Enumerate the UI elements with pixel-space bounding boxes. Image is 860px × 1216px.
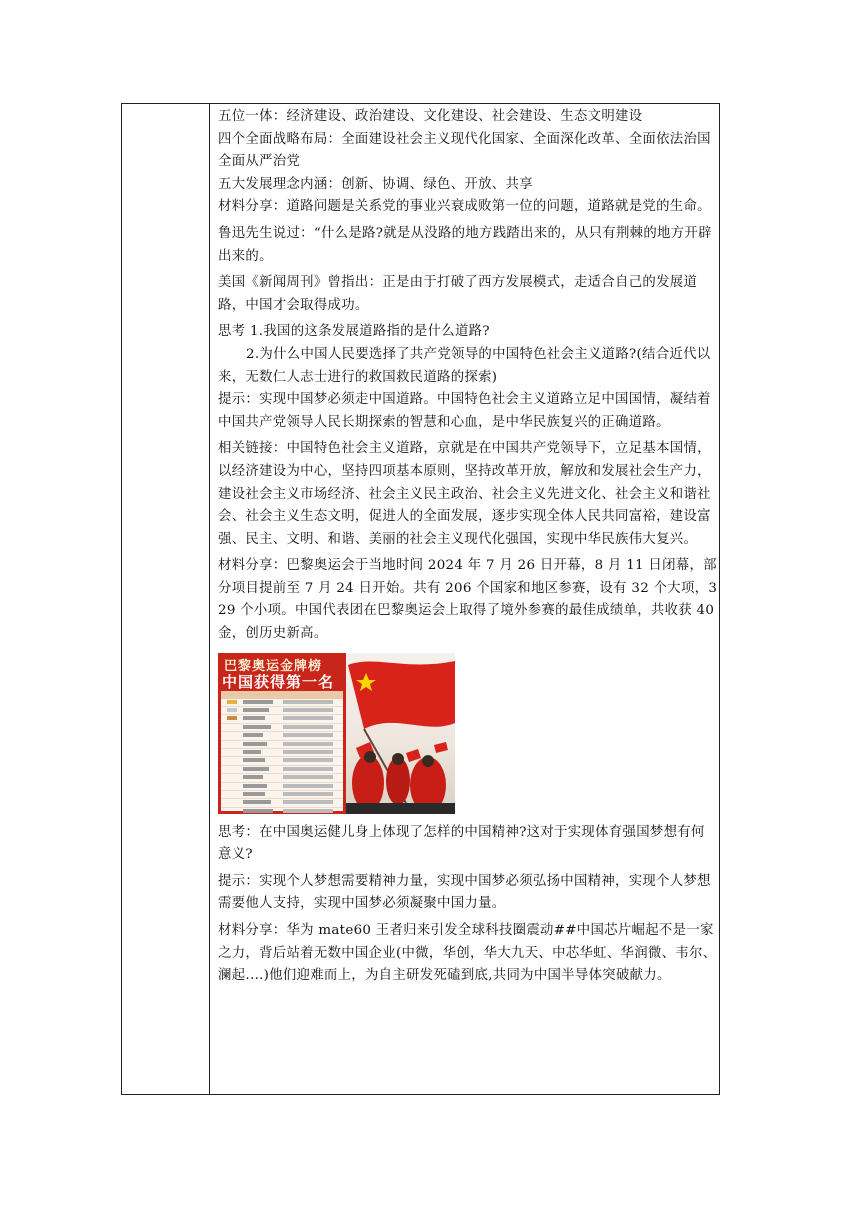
paragraph-lu-xun-quote: 鲁迅先生说过：“什么是路?就是从没路的地方践踏出来的，从只有荆棘的地方开辟出来的。 [218,225,712,264]
medal-rows-graphic [221,691,343,811]
hint-chinese-spirit: 提示：实现个人梦想需要精神力量，实现中国梦必须弘扬中国精神，实现个人梦想需要他人支持，实现中国梦必须凝聚中国力量。 [218,873,711,912]
paragraph-material-road-issue: 材料分享：道路问题是关系党的事业兴衰成败第一位的问题，道路就是党的生命。 [218,199,711,215]
medal-table-graphic [218,653,346,814]
paragraph-paris-olympics: 材料分享：巴黎奥运会于当地时间 2024 年 7 月 26 日开幕，8 月 11 日闭幕，部分项目提前至 7 月 24 日开始。共有 206 个国家和地区参赛，设有 32 个大项，329 个小项。中国代表团在巴黎奥运会上取得了境外参赛的最佳成绩单，共收获 40 金，创历史新高。 [218,558,718,642]
olympics-medal-image [218,653,455,814]
related-link-socialism-road: 相关链接：中国特色社会主义道路，京就是在中国共产党领导下，立足基本国情，以经济建设为中心，坚持四项基本原则，坚持改革开放，解放和发展社会生产力，建设社会主义市场经济、社会主义民主政治、社会主义先进文化、社会主义和谐社会、社会主义生态文明，促进人的全面发展，逐步实现全体人民共同富裕，建设富强、民主、文明、和谐、美丽的社会主义现代化强国，实现中华民族伟大复兴。 [218,441,711,547]
paragraph-huawei-chip: 材料分享：华为 mate60 王者归来引发全球科技圈震动##中国芯片崛起不是一家之力，背后站着无数中国企业(中微，华创，华大九天、中芯华虹、华润微、韦尔、澜起.…)他们迎难而上，为自主研发死磕到底,共同为中国半导体突破献力。 [218,923,717,984]
hint-china-road: 提示：实现中国梦必须走中国道路。中国特色社会主义道路立足中国国情，凝结着中国共产党领导人民长期探索的智慧和心血，是中华民族复兴的正确道路。 [218,392,711,430]
paragraph-four-comprehensives: 四个全面战略布局：全面建设社会主义现代化国家、全面深化改革、全面依法治国全面从严治党 [218,131,711,170]
column-divider [209,104,210,1094]
paragraph-newsweek-quote: 美国《新闻周刊》曾指出：正是由于打破了西方发展模式，走适合自己的发展道路，中国才会取得成功。 [218,275,698,313]
flag-waving-photo [346,653,455,814]
question-2: 2.为什么中国人民要选择了共产党领导的中国特色社会主义道路?(结合近代以来，无数仁人志士进行的救国救民道路的探索) [218,346,711,385]
medal-board-subtitle: 中国获得第一名 [222,672,335,691]
medal-board-title: 巴黎奥运金牌榜 [224,658,323,674]
question-1: 思考 1.我国的这条发展道路指的是什么道路? [218,324,490,340]
content-cell [218,104,718,988]
paragraph-five-development-concepts: 五大发展理念内涵：创新、协调、绿色、开放、共享 [218,176,533,192]
question-olympic-spirit: 思考：在中国奥运健儿身上体现了怎样的中国精神?这对于实现体育强国梦想有何意义? [218,824,705,863]
lesson-table [121,103,720,1095]
paragraph-five-in-one: 五位一体：经济建设、政治建设、文化建设、社会建设、生态文明建设 [218,109,643,124]
chinese-flag-illustration [346,653,455,814]
